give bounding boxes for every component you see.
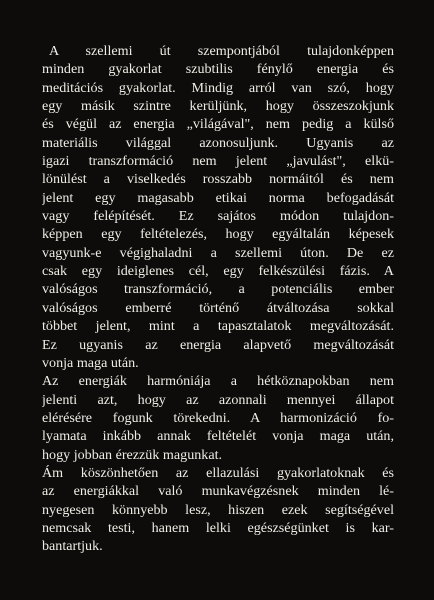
text-line-23: hogy jobban érezzük magunkat. xyxy=(42,446,223,463)
text-line-22: lyamata inkább annak feltételét vonja maga után, xyxy=(42,428,394,445)
text-line-3: meditációs gyakorlat. Mindig arról van szó, hogy xyxy=(42,79,394,96)
text-line-11: képpen egy feltételezés, hogy egyáltalán képesek xyxy=(42,226,394,243)
text-line-15: valóságos emberré történő átváltozása sokkal xyxy=(42,299,394,316)
text-line-16: többet jelent, mint a tapasztalatok megváltozását. xyxy=(42,318,394,335)
text-line-7: igazi transzformáció nem jelent „javulást", elkü- xyxy=(42,153,394,170)
text-line-25: az energiákkal való munkavégzésnek minden lé- xyxy=(42,483,394,500)
text-line-9: jelent egy magasabb etikai norma befogadását xyxy=(42,189,394,206)
text-line-26: nyegesen könnyebb lesz, hiszen ezek segítségével xyxy=(42,501,394,518)
text-line-18: vonja maga után. xyxy=(42,354,139,371)
text-line-1: A szellemi út szempontjából tulajdonképpen xyxy=(49,43,394,59)
text-line-10: vagy felépítését. Ez sajátos módon tulajdon- xyxy=(42,208,394,225)
text-line-13: csak egy ideiglenes cél, egy felkészülési fázis. A xyxy=(42,263,394,280)
body-text xyxy=(42,42,394,594)
text-line-4: egy másik szintre kerüljünk, hogy összeszokjunk xyxy=(42,98,394,115)
text-line-5: és végül az energia „világával", nem pedig a külső xyxy=(42,116,394,133)
text-line-24: Ám köszönhetően az ellazulási gyakorlatoknak és xyxy=(42,464,394,481)
text-line-14: valóságos transzformáció, a potenciális ember xyxy=(42,281,394,298)
text-line-17: Ez ugyanis az energia alapvető megváltozását xyxy=(42,336,394,353)
text-line-12: vagyunk-e végighaladni a szellemi úton. De ez xyxy=(42,244,394,261)
text-line-6: materiális világgal azonosuljunk. Ugyanis az xyxy=(42,134,394,151)
text-line-21: elérésére fogunk törekedni. A harmonizáció fo- xyxy=(42,409,394,426)
text-line-20: jelenti azt, hogy az azonnali mennyei állapot xyxy=(42,391,394,408)
text-line-28: bantartjuk. xyxy=(42,538,103,555)
text-line-2: minden gyakorlat szubtilis fénylő energia és xyxy=(42,61,394,78)
text-line-19: Az energiák harmóniája a hétköznapokban nem xyxy=(42,373,394,390)
text-line-8: lönülést a viselkedés rosszabb normáitól és nem xyxy=(42,171,394,188)
text-line-27: nemcsak testi, hanem lelki egészségünket is kar- xyxy=(42,519,394,536)
